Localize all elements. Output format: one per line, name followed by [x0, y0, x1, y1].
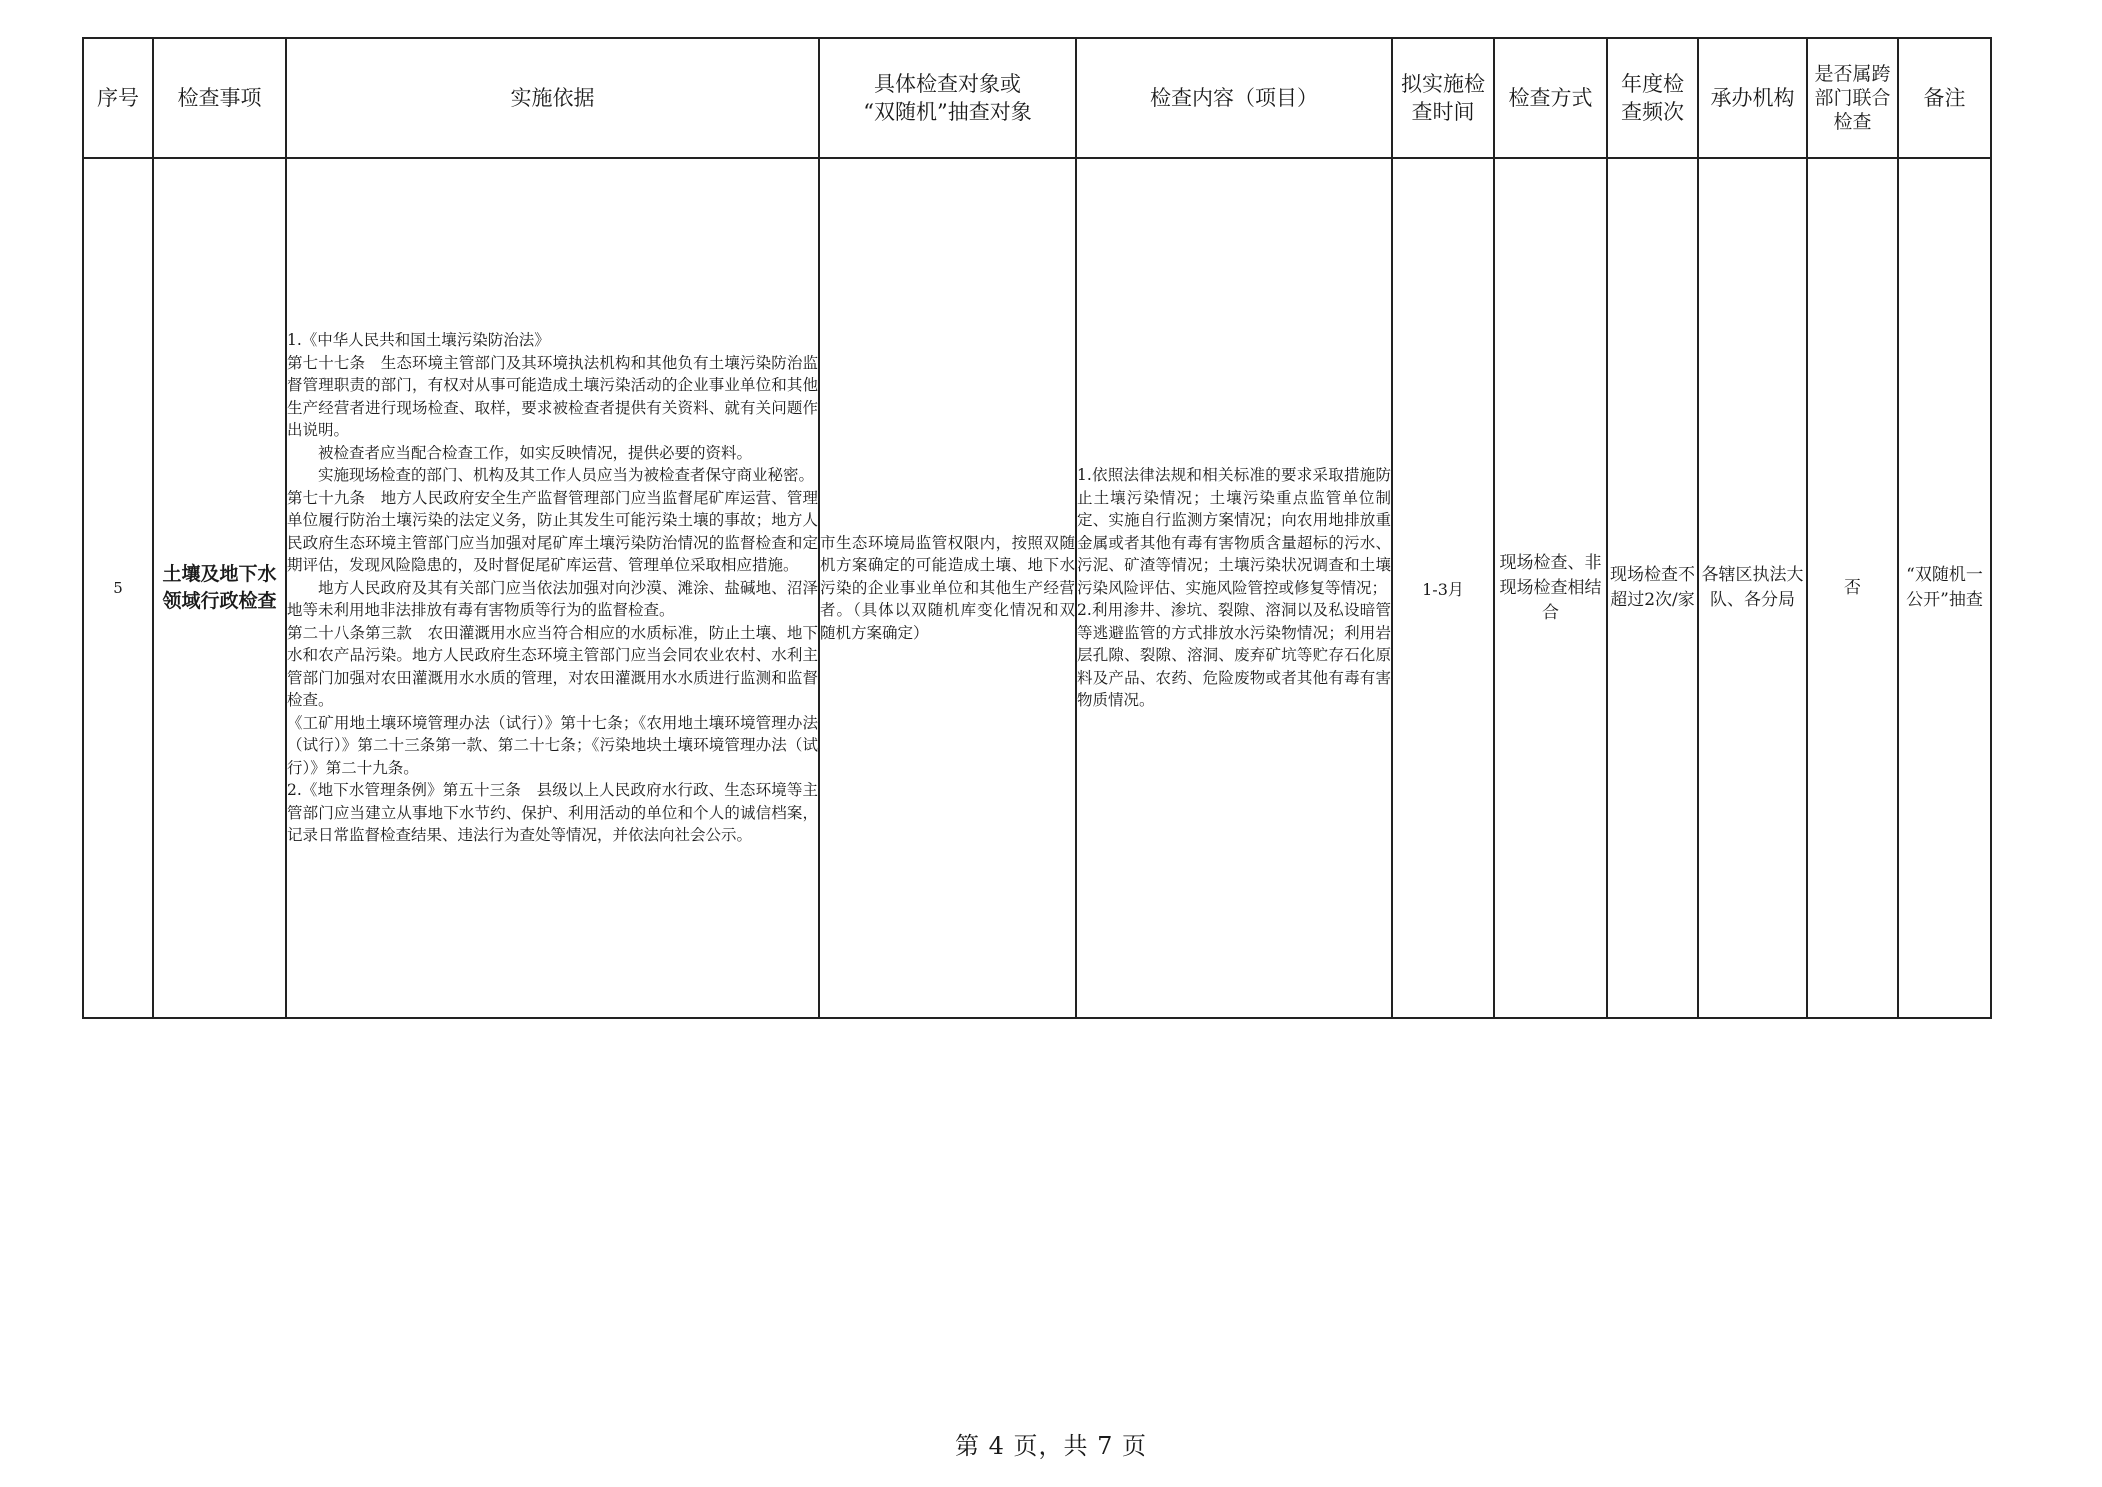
basis-paragraph: 实施现场检查的部门、机构及其工作人员应当为被检查者保守商业秘密。 [318, 466, 815, 485]
row-seq: 5 [83, 158, 153, 1018]
row-target: 市生态环境局监管权限内，按照双随机方案确定的可能造成土壤、地下水污染的企业事业单位和其他生产经营者。（具体以双随机库变化情况和双随机方案确定） [819, 158, 1076, 1018]
header-note: 备注 [1898, 38, 1991, 158]
row-joint: 否 [1807, 158, 1898, 1018]
basis-paragraph: 地方人民政府及其有关部门应当依法加强对向沙漠、滩涂、盐碱地、沼泽地等未利用地非法排放有毒有害物质等行为的监督检查。 [287, 578, 818, 620]
row-frequency: 现场检查不超过2次/家 [1607, 158, 1698, 1018]
basis-paragraph: 被检查者应当配合检查工作，如实反映情况，提供必要的资料。 [318, 443, 753, 462]
row-item: 土壤及地下水领域行政检查 [153, 158, 286, 1018]
row-content [1076, 158, 1392, 1018]
header-time: 拟实施检查时间 [1392, 38, 1494, 158]
header-seq: 序号 [83, 38, 153, 158]
header-item: 检查事项 [153, 38, 286, 158]
header-content: 检查内容（项目） [1076, 38, 1392, 158]
row-note: “双随机一公开”抽查 [1898, 158, 1991, 1018]
header-frequency: 年度检查频次 [1607, 38, 1698, 158]
row-basis [286, 158, 819, 1018]
page-number: 第 4 页，共 7 页 [954, 1432, 1148, 1460]
inspection-table [82, 37, 1992, 1019]
header-basis: 实施依据 [286, 38, 819, 158]
header-joint: 是否属跨部门联合检查 [1807, 38, 1898, 158]
header-row [83, 38, 1991, 158]
basis-paragraph: 第七十七条 生态环境主管部门及其环境执法机构和其他负有土壤污染防治监督管理职责的部门，有权对从事可能造成土壤污染活动的企业事业单位和其他生产经营者进行现场检查、取样，要求被检查者提供有关资料、就有关问题作出说明。 [287, 353, 818, 440]
table-row [83, 158, 1991, 1018]
header-target-line2: “双随机”抽查对象 [863, 100, 1032, 124]
basis-paragraph: 第二十八条第三款 农田灌溉用水应当符合相应的水质标准，防止土壤、地下水和农产品污染。地方人民政府生态环境主管部门应当会同农业农村、水利主管部门加强对农田灌溉用水水质的管理，对农田灌溉用水水质进行监测和监督检查。 [287, 623, 818, 710]
header-target [819, 38, 1076, 158]
document-sheet [82, 37, 1990, 1019]
header-org: 承办机构 [1698, 38, 1807, 158]
basis-paragraph: 2.《地下水管理条例》第五十三条 县级以上人民政府水行政、生态环境等主管部门应当建立从事地下水节约、保护、利用活动的单位和个人的诚信档案，记录日常监督检查结果、违法行为查处等情况，并依法向社会公示。 [287, 781, 818, 845]
basis-paragraph: 1.《中华人民共和国土壤污染防治法》 [287, 331, 550, 350]
header-method: 检查方式 [1494, 38, 1607, 158]
header-target-line1: 具体检查对象或 [874, 72, 1021, 96]
basis-paragraph: 《工矿用地土壤环境管理办法（试行）》第十七条；《农用地土壤环境管理办法（试行）》第二十三条第一款、第二十七条；《污染地块土壤环境管理办法（试行）》第二十九条。 [287, 713, 818, 777]
row-method: 现场检查、非现场检查相结合 [1494, 158, 1607, 1018]
basis-paragraph: 第七十九条 地方人民政府安全生产监督管理部门应当监督尾矿库运营、管理单位履行防治土壤污染的法定义务，防止其发生可能污染土壤的事故；地方人民政府生态环境主管部门应当加强对尾矿库土壤污染防治情况的监督检查和定期评估，发现风险隐患的，及时督促尾矿库运营、管理单位采取相应措施。 [287, 488, 818, 575]
row-time: 1-3月 [1392, 158, 1494, 1018]
row-org: 各辖区执法大队、各分局 [1698, 158, 1807, 1018]
content-paragraph: 1.依照法律法规和相关标准的要求采取措施防止土壤污染情况；土壤污染重点监管单位制定、实施自行监测方案情况；向农用地排放重金属或者其他有毒有害物质含量超标的污水、污泥、矿渣等情况；土壤污染状况调查和土壤污染风险评估、实施风险管控或修复等情况； [1077, 466, 1391, 597]
content-paragraph: 2.利用渗井、渗坑、裂隙、溶洞以及私设暗管等逃避监管的方式排放水污染物情况；利用岩层孔隙、裂隙、溶洞、废弃矿坑等贮存石化原料及产品、农药、危险废物或者其他有毒有害物质情况。 [1077, 601, 1391, 710]
